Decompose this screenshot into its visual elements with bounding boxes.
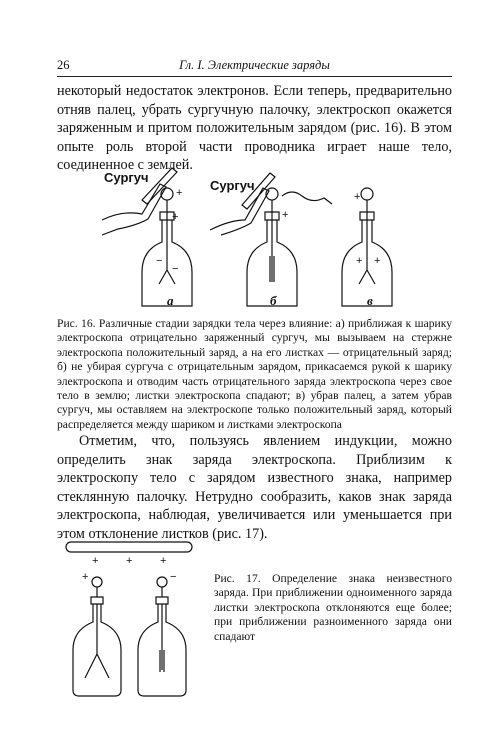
finger-b <box>282 192 332 204</box>
figure-17 <box>62 540 204 718</box>
figure-17-drawing <box>62 540 204 718</box>
plus-sign: + <box>356 255 363 267</box>
page-number: 26 <box>57 58 70 72</box>
chapter-title: Гл. I. Электрические заряды <box>179 58 330 72</box>
figure-16-caption: Рис. 16. Различные стадии зарядки тела через влияние: а) приближая к шарику электроскопа отрицательно заряженный сургуч, мы вызываем на стержне электроскопа положительный заряд, а на его листках — отрицательный заряд; б) не убирая сургуча с отрицательным зарядом, прикасаемся рукой к шарику электроскопа и отводим часть отрицательного заряда электроскопа через свое тело в землю; листки электроскопа спадают; в) убрав палец, а затем убрав сургуч, мы оставляем на электроскопе только положительный заряд, который распределяется между шариком и листками электроскопа <box>57 317 452 431</box>
running-header <box>57 58 452 78</box>
plus-sign: + <box>176 187 183 199</box>
ball-c <box>361 188 373 200</box>
plus-sign: + <box>374 255 381 267</box>
sealing-wax-label-a: Сургуч <box>104 170 149 185</box>
electroscope-c <box>342 200 392 306</box>
minus-sign: − <box>172 263 179 275</box>
minus-sign: − <box>156 255 163 267</box>
electroscope-left <box>73 577 121 696</box>
plus-sign: + <box>92 555 99 567</box>
plus-sign: + <box>126 555 133 567</box>
hand-b <box>210 188 269 235</box>
figure-17-caption: Рис. 17. Определение знака неизвестного заряда. При приближении одноименного заряда листки электроскопа отклоняются еще более; при приближении разноименного заряда они спадают <box>214 572 452 643</box>
electroscope-right <box>138 577 186 696</box>
minus-sign: − <box>170 571 177 583</box>
charged-rod <box>66 542 192 552</box>
plus-sign: + <box>354 191 361 203</box>
header-rule <box>57 76 452 77</box>
figure-16 <box>92 160 402 310</box>
panel-label-c: в <box>367 293 373 308</box>
ball-a <box>161 188 173 200</box>
plus-sign: + <box>82 571 89 583</box>
panel-label-a: а <box>167 293 174 308</box>
paragraph-2: Отметим, что, пользуясь явлением индукции, можно определить знак заряда электроскопа. Приблизим к электроскопу тело с зарядом известного знака, например стеклянную палочку. Нетрудно сообразить, каков знак заряда электроскопа, наблюдая, увеличивается или уменьшается при этом отклонение листков (рис. 17). <box>57 433 452 542</box>
plus-sign: + <box>172 211 179 223</box>
plus-sign: + <box>160 555 167 567</box>
sealing-wax-label-b: Сургуч <box>210 178 255 193</box>
paragraph-1: некоторый недостаток электронов. Если теперь, предварительно отняв палец, убрать сургучную палочку, электроскоп окажется заряженным и притом положительным зарядом (рис. 16). В этом опыте роль второй части проводника играет наше тело, соединенное с землей. <box>57 83 452 173</box>
hand-a <box>102 184 166 235</box>
plus-sign: + <box>282 209 289 221</box>
panel-label-b: б <box>270 293 277 308</box>
